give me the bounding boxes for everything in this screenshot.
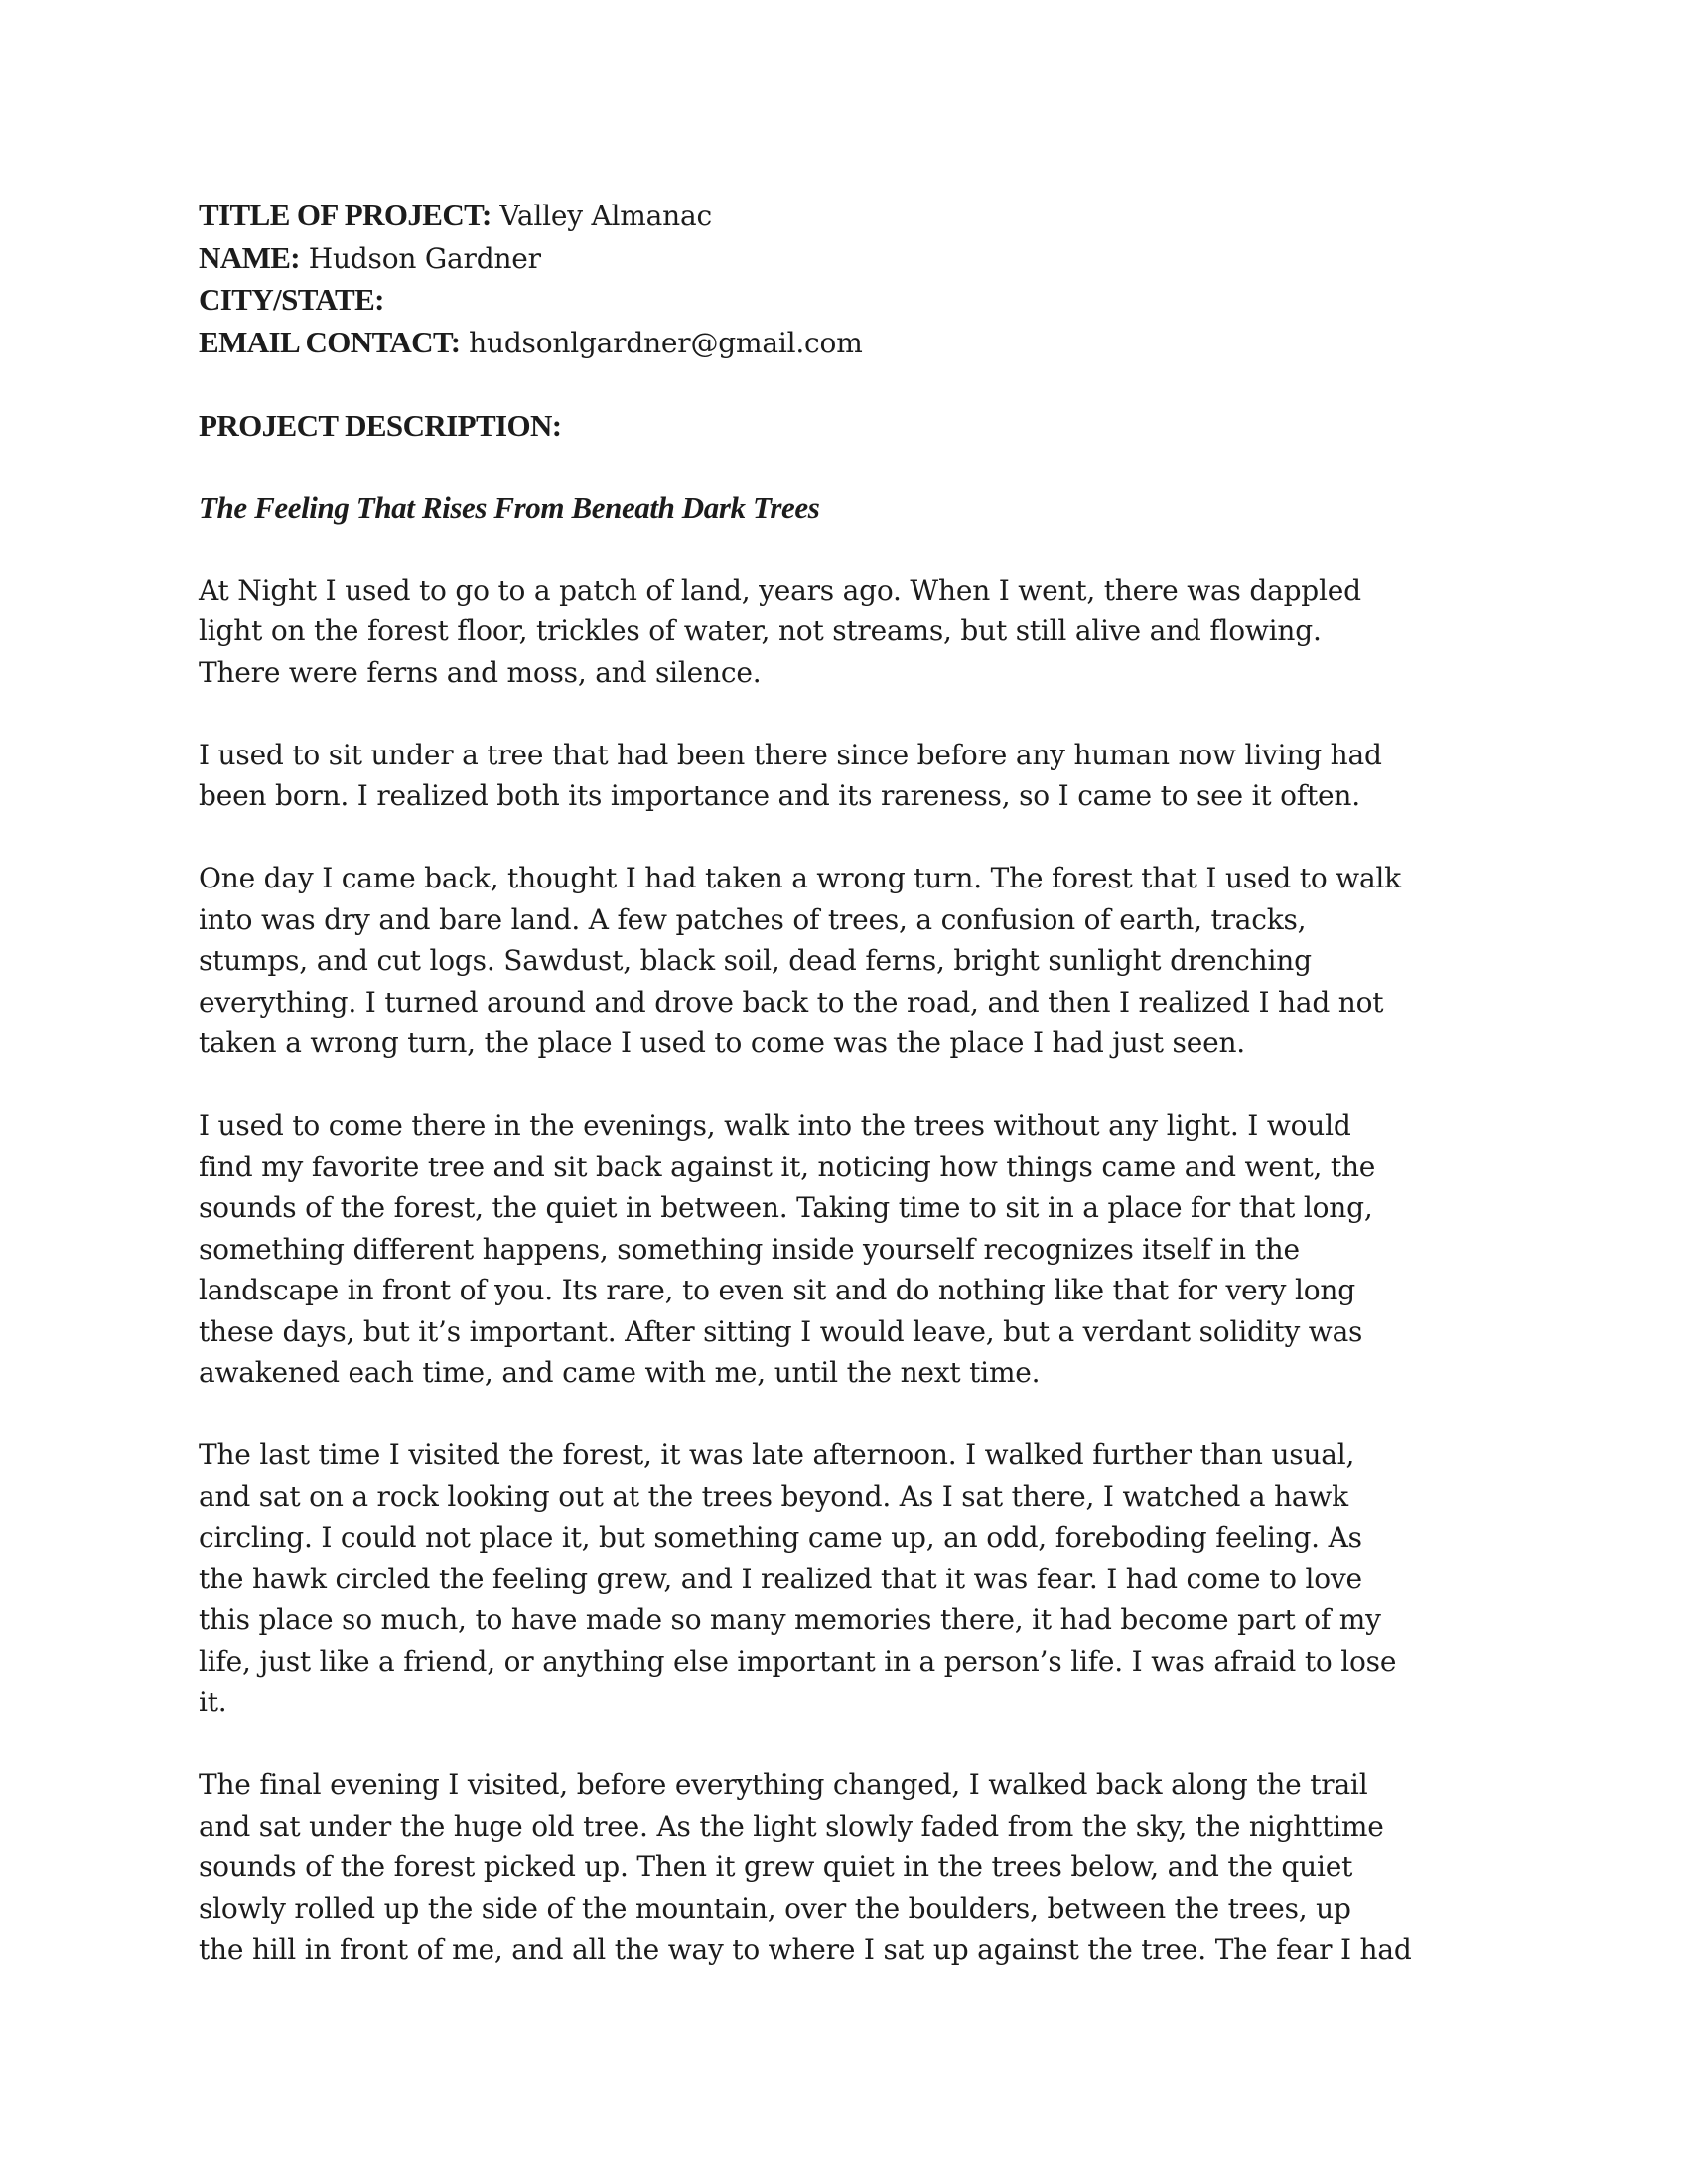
project-header (199, 195, 1489, 363)
name-value: Hudson Gardner (308, 241, 541, 275)
name-label: NAME: (199, 239, 301, 275)
paragraph-line: the hawk circled the feeling grew, and I realized that it was fear. I had come to love (199, 1562, 1362, 1595)
paragraph-line: landscape in front of you. Its rare, to even sit and do nothing like that for very long (199, 1274, 1355, 1306)
paragraph-line: everything. I turned around and drove back to the road, and then I realized I had not (199, 985, 1384, 1019)
paragraph-line: it. (199, 1686, 227, 1718)
city-state-label: CITY/STATE: (199, 282, 384, 317)
paragraph-line: I used to sit under a tree that had been there since before any human now living had (199, 738, 1382, 771)
paragraph-line: these days, but it’s important. After sitting I would leave, but a verdant solidity was (199, 1314, 1363, 1348)
city-state-line (199, 279, 1489, 322)
paragraph-line: something different happens, something inside yourself recognizes itself in the (199, 1232, 1300, 1266)
paragraph-line: find my favorite tree and sit back against it, noticing how things came and went, the (199, 1150, 1376, 1183)
essay-body (199, 570, 1489, 1971)
paragraph (199, 1105, 1489, 1394)
title-of-project-label: TITLE OF PROJECT: (199, 198, 492, 232)
paragraph-line: been born. I realized both its importance and its rareness, so I came to see it often. (199, 779, 1360, 812)
email-contact-value: hudsonlgardner@gmail.com (469, 326, 863, 359)
paragraph-line: slowly rolled up the side of the mountain, over the boulders, between the trees, up (199, 1891, 1351, 1925)
paragraph-line: into was dry and bare land. A few patches of trees, a confusion of earth, tracks, (199, 902, 1307, 936)
paragraph (199, 570, 1489, 694)
paragraph-line: One day I came back, thought I had taken a wrong turn. The forest that I used to walk (199, 862, 1401, 894)
name-line (199, 237, 1489, 280)
paragraph-line: The last time I visited the forest, it was late afternoon. I walked further than usual, (199, 1438, 1355, 1471)
essay-title: The Feeling That Rises From Beneath Dark Trees (199, 489, 820, 525)
paragraph-line: and sat on a rock looking out at the trees beyond. As I sat there, I watched a hawk (199, 1479, 1348, 1513)
paragraph-line: life, just like a friend, or anything else important in a person’s life. I was afraid to lose (199, 1644, 1397, 1678)
paragraph-line: sounds of the forest, the quiet in between. Taking time to sit in a place for that long, (199, 1191, 1373, 1224)
paragraph (199, 858, 1489, 1064)
paragraph-line: taken a wrong turn, the place I used to come was the place I had just seen. (199, 1026, 1245, 1059)
paragraph-line: sounds of the forest picked up. Then it grew quiet in the trees below, and the quiet (199, 1850, 1353, 1883)
title-of-project-value: Valley Almanac (499, 200, 712, 232)
paragraph-line: I used to come there in the evenings, walk into the trees without any light. I would (199, 1109, 1351, 1142)
paragraph (199, 1764, 1489, 1971)
paragraph-line: this place so much, to have made so many memories there, it had become part of my (199, 1603, 1381, 1636)
paragraph-line: awakened each time, and came with me, until the next time. (199, 1356, 1041, 1389)
paragraph-line: the hill in front of me, and all the way to where I sat up against the tree. The fear I had (199, 1933, 1412, 1966)
paragraph-line: There were ferns and moss, and silence. (199, 655, 762, 689)
paragraph-line: light on the forest floor, trickles of water, not streams, but still alive and flowing. (199, 614, 1322, 647)
title-of-project-line (199, 195, 1489, 237)
project-description-heading: PROJECT DESCRIPTION: (199, 407, 562, 443)
paragraph-line: circling. I could not place it, but something came up, an odd, foreboding feeling. As (199, 1521, 1362, 1554)
paragraph-line: stumps, and cut logs. Sawdust, black soil, dead ferns, bright sunlight drenching (199, 944, 1312, 977)
paragraph-line: At Night I used to go to a patch of land, years ago. When I went, there was dappled (199, 573, 1361, 607)
document-page (199, 195, 1489, 1971)
paragraph (199, 1434, 1489, 1723)
email-contact-label: EMAIL CONTACT: (199, 324, 461, 359)
email-contact-line (199, 322, 1489, 364)
paragraph-line: The final evening I visited, before everything changed, I walked back along the trail (199, 1768, 1368, 1801)
paragraph (199, 735, 1489, 817)
paragraph-line: and sat under the huge old tree. As the light slowly faded from the sky, the nighttime (199, 1809, 1384, 1843)
